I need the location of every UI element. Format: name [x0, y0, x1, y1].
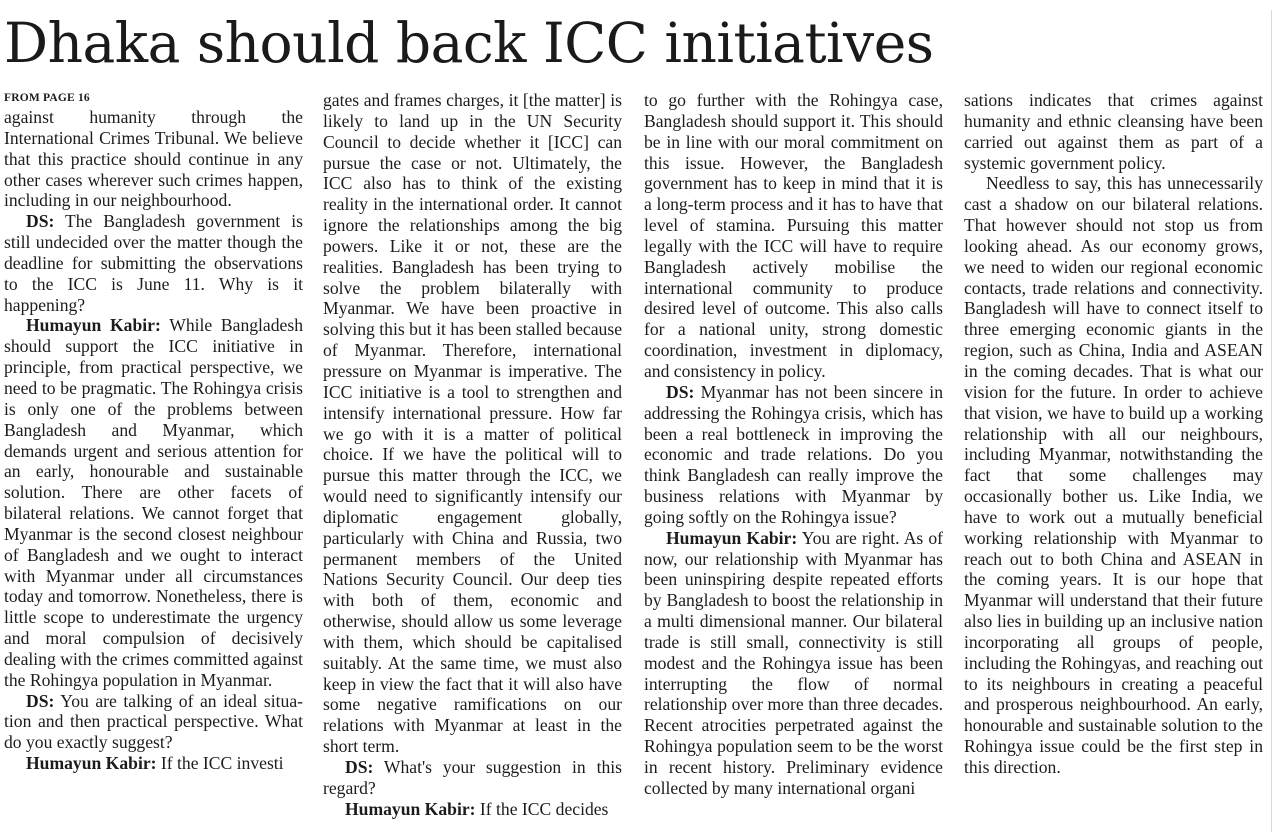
paragraph [4, 691, 303, 754]
paragraph [4, 315, 303, 690]
speaker-label: DS: [666, 381, 695, 402]
paragraph-text: Needless to say, this has unnecessarily cast a shadow on our bilateral relations. That however should not stop us from looking ahead. As our economy grows, we need to widen our regional economic contacts, trade relations and connectivity. Bangladesh will have to connect itself to three emerging economic giants in the region, such as China, India and ASEAN in the coming decades. That is what our vision for the future. In order to achieve that vision, we have to build up a working relationship with all our neighbours, including Myanmar, notwithstanding the fact that some challenges may occasionally bother us. Like India, we have to work out a mutually beneficial working relationship with Myanmar to reach out to both China and ASEAN in the coming years. It is our hope that Myanmar will understand that their future also lies in building up an inclusive nation incorporating all groups of people, including the Rohingyas, and reaching out to its neighbours in creating a peaceful and prosperous neighbourhood. An early, honourable and sustainable solution to the Rohingya issue could be the first step in this direction. [964, 173, 1263, 777]
paragraph-text: Myanmar has not been sincere in addressing the Rohingya crisis, which has been a real bottleneck in improving the economic and trade relations. Do you think Bangladesh can really improve the business relations with Myanmar by going softly on the Rohingya issue? [644, 381, 943, 527]
paragraph [644, 90, 943, 382]
paragraph-text: What's your suggestion in this regard? [323, 757, 622, 798]
column-rule [1271, 10, 1272, 832]
paragraph [964, 173, 1263, 777]
speaker-label: Humayun Kabir: [26, 315, 161, 336]
paragraph-text: If the ICC decides [475, 798, 609, 819]
paragraph [323, 757, 622, 799]
article-column-3 [644, 90, 943, 799]
speaker-label: DS: [26, 690, 55, 711]
paragraph-text: sations indicates that crimes against humanity and ethnic cleansing have been carried out against them as part of a systemic government policy. [964, 90, 1263, 173]
speaker-label: Humayun Kabir: [345, 798, 476, 819]
paragraph [4, 107, 303, 211]
paragraph-text: You are talking of an ideal situation and then practical perspective. What do you exactly suggest? [4, 690, 303, 753]
paragraph [644, 382, 943, 528]
article-column-2 [323, 90, 622, 820]
article-column-1 [4, 90, 303, 774]
speaker-label: Humayun Kabir: [26, 753, 157, 774]
paragraph-text: The Bangladesh government is still undecided over the matter though the deadline for submitting the observations to the ICC is June 11. Why is it happening? [4, 211, 303, 315]
paragraph-text: to go further with the Rohingya case, Bangladesh should support it. This should be in line with our moral commitment on this issue. However, the Bangladesh government has to keep in mind that it is a long-term process and it has to have that level of stamina. Pursuing this matter legally with the ICC will have to require Bangladesh actively mobilise the international community to produce desired level of outcome. This also calls for a national unity, strong domestic coordination, investment in diplomacy, and consistency in policy. [644, 90, 943, 381]
headline: Dhaka should back ICC initiatives [4, 11, 934, 75]
paragraph-text: against humanity through the International Crimes Tribunal. We believe that this practice should continue in any other cases wherever such crimes happen, including in our neighbourhood. [4, 107, 303, 211]
paragraph [644, 528, 943, 799]
paragraph-text: If the ICC investi [156, 753, 284, 774]
paragraph-text: While Bangladesh should support the ICC initiative in principle, from practical perspective, we need to be pragmatic. The Rohingya crisis is only one of the problems between Bangladesh and Myanmar, which demands urgent and serious attention for an early, honourable and sustainable solution. There are other facets of bilateral relations. We cannot forget that Myanmar is the second closest neighbour of Bangladesh and we ought to interact with Myanmar under all circumstances today and tomorrow. Nonetheless, there is little scope to underestimate the urgency and moral compulsion of decisively dealing with the crimes committed against the Rohingya population in Myanmar. [4, 315, 303, 690]
speaker-label: Humayun Kabir: [666, 527, 798, 548]
paragraph [964, 90, 1263, 173]
speaker-label: DS: [26, 211, 55, 232]
paragraph [4, 753, 303, 774]
speaker-label: DS: [345, 757, 374, 777]
paragraph [323, 799, 622, 820]
paragraph-text: You are right. As of now, our relationship with Myanmar has been uninspiring despite repeated efforts by Bangladesh to boost the relationship in a multi dimensional manner. Our bilateral trade is still small, connectivity is still modest and the Rohingya issue has been interrupting the flow of normal relationship over more than three decades. Recent atrocities perpetrated against the Rohingya population seem to be the worst in recent history. Preliminary evidence collected by many international organi [644, 527, 944, 798]
paragraph [4, 211, 303, 315]
jump-label: FROM PAGE 16 [4, 92, 90, 104]
paragraph-text: gates and frames charges, it [the matter] is likely to land up in the UN Security Council to decide whether it [ICC] can pursue the case or not. Ultimately, the ICC also has to think of the existing reality in the international order. It cannot ignore the relationships among the big powers. Like it or not, these are the realities. Bangladesh has been trying to solve the problem bilaterally with Myanmar. We have been proactive in solving this but it has been stalled because of Myanmar. Therefore, international pressure on Myanmar is imperative. The ICC initiative is a tool to strengthen and intensify international pressure. How far we go with it is a matter of political choice. If we have the political will to pursue this matter through the ICC, we would need to significantly intensify our diplomatic engagement globally, particularly with China and Russia, two permanent members of the United Nations Security Council. Our deep ties with both of them, economic and otherwise, should allow us some leverage with them, which should be capitalised suitably. At the same time, we must also keep in view the fact that it will also have some negative ramifications on our relations with Myanmar at least in the short term. [323, 90, 622, 757]
paragraph [323, 90, 622, 757]
article-column-4 [964, 90, 1263, 778]
